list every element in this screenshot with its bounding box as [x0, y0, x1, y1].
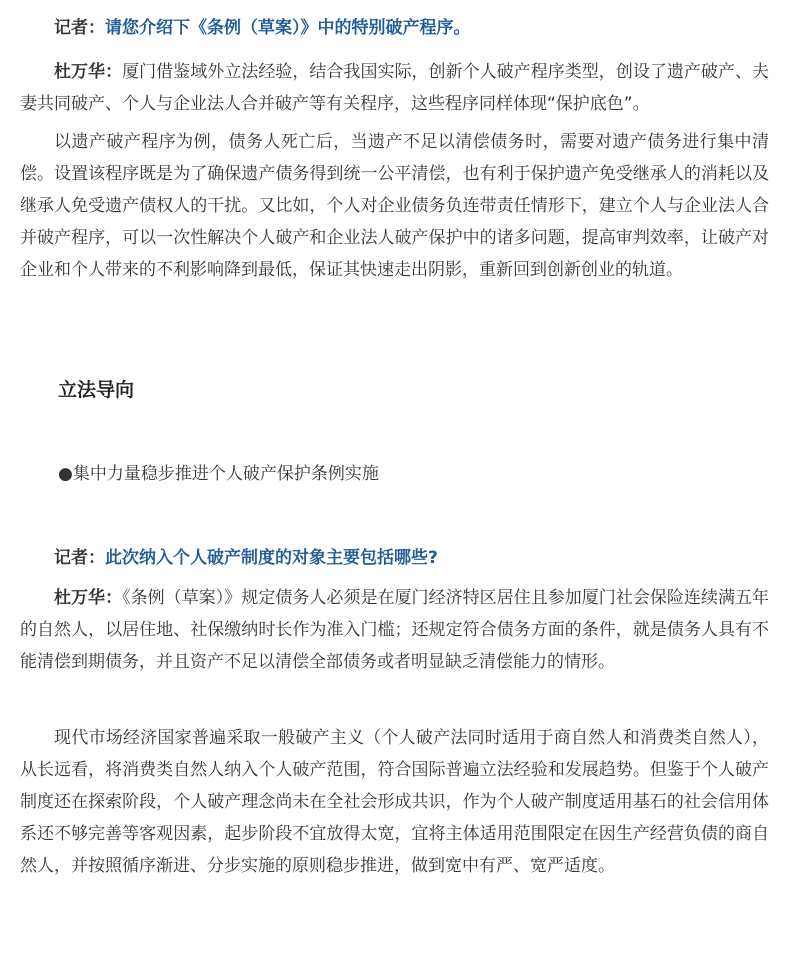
answer-2: [20, 582, 769, 678]
paragraph-market-economy: 现代市场经济国家普遍采取一般破产主义（个人破产法同时适用于商自然人和消费类自然人），从长远看，将消费类自然人纳入个人破产范围，符合国际普遍立法经验和发展趋势。但鉴于个人破产制度还在探索阶段，个人破产理念尚未在全社会形成共识，作为个人破产制度适用基石的社会信用体系还不够完善等客观因素，起步阶段不宜放得太宽，宜将主体适用范围限定在因生产经营负债的商自然人，并按照循序渐进、分步实施的原则稳步推进，做到宽中有严、宽严适度。: [20, 728, 769, 876]
interviewee-label: 杜万华：: [54, 62, 123, 82]
reporter-label: 记者：: [54, 548, 105, 568]
reporter-question-2: [20, 542, 769, 574]
answer-text: 厦门借鉴域外立法经验，结合我国实际，创新个人破产程序类型，创设了遗产破产、夫妻共同破产、个人与企业法人合并破产等有关程序，这些程序同样体现“保护底色”。: [20, 62, 770, 114]
question-text: 此次纳入个人破产制度的对象主要包括哪些?: [105, 548, 438, 568]
reporter-question-1: [20, 12, 769, 44]
reporter-label: 记者：: [54, 18, 105, 38]
section-bullet: ●集中力量稳步推进个人破产保护条例实施: [58, 464, 379, 484]
question-text: 请您介绍下《条例（草案）》中的特别破产程序。: [105, 18, 471, 38]
answer-1: [20, 56, 769, 120]
interviewee-label: 杜万华：: [54, 588, 123, 608]
paragraph-estate-bankruptcy: 以遗产破产程序为例，债务人死亡后，当遗产不足以清偿债务时，需要对遗产债务进行集中清偿。设置该程序既是为了确保遗产债务得到统一公平清偿，也有利于保护遗产免受继承人的消耗以及继承人免受遗产债权人的干扰。又比如，个人对企业债务负连带责任情形下，建立个人与企业法人合并破产程序，可以一次性解决个人破产和企业法人破产保护中的诸多问题，提高审判效率，让破产对企业和个人带来的不利影响降到最低，保证其快速走出阴影，重新回到创新创业的轨道。: [20, 132, 769, 280]
section-heading: 立法导向: [58, 379, 135, 401]
answer-text: 《条例（草案）》规定债务人必须是在厦门经济特区居住且参加厦门社会保险连续满五年的自然人，以居住地、社保缴纳时长作为准入门槛；还规定符合债务方面的条件，就是债务人具有不能清偿到期债务，并且资产不足以清偿全部债务或者明显缺乏清偿能力的情形。: [20, 588, 770, 672]
